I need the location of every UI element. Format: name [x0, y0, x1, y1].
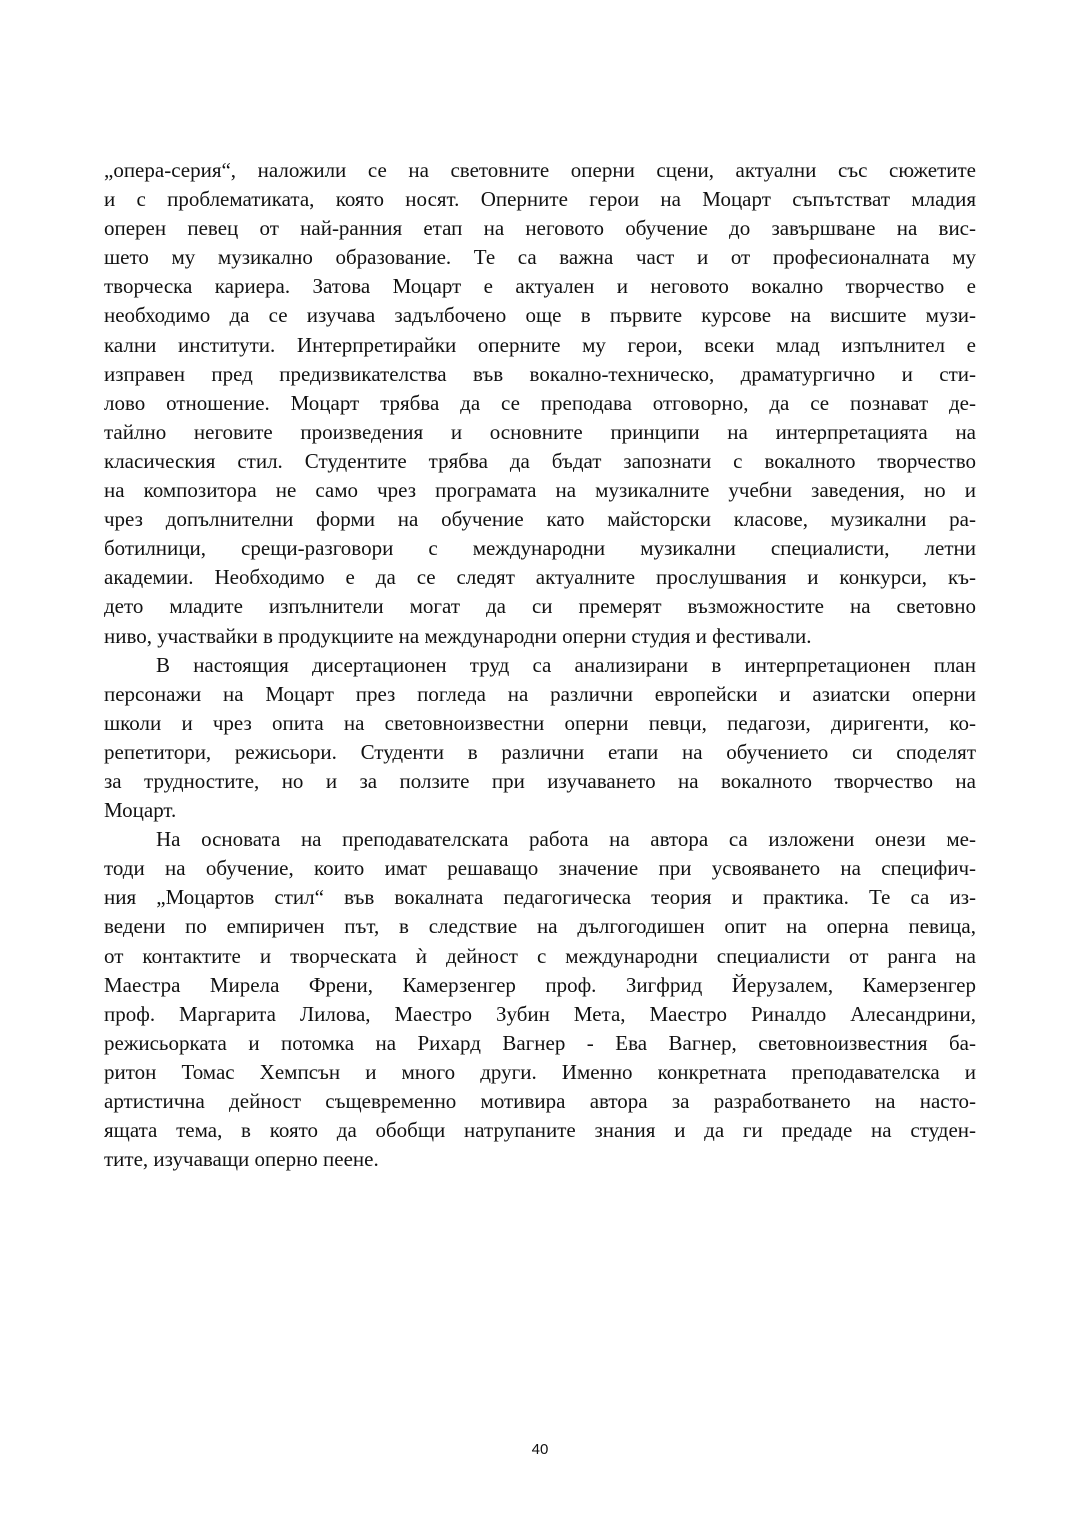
text-line: школи и чрез опита на световноизвестни оперни певци, педагози, диригенти, ко-	[104, 710, 976, 735]
text-line: изправен пред предизвикателства във вокално-техническо, драматургично и сти-	[104, 361, 976, 386]
text-line: артистична дейност същевременно мотивира автора за разработването на насто-	[104, 1089, 976, 1113]
text-line: ритон Томас Хемпсън и много други. Именно конкретната преподавателска и	[104, 1059, 976, 1084]
text-line: „опера-серия“, наложили се на световните оперни сцени, актуални със сюжетите	[104, 158, 976, 182]
text-line: академии. Необходимо е да се следят актуалните прослушвания и конкурси, къ-	[104, 565, 976, 590]
paragraph-3	[104, 825, 976, 1174]
text-line: ниво, участвайки в продукциите на международни оперни студия и фестивали.	[104, 623, 812, 648]
text-line: от контактите и творческата ѝ дейност с международни специалисти от ранга на	[104, 943, 976, 968]
text-line: чрез допълнителни форми на обучение като майсторски класове, музикални ра-	[104, 507, 976, 532]
text-line: В настоящия дисертационен труд са анализирани в интерпретационен план	[156, 652, 976, 677]
text-line: за трудностите, но и за ползите при изучаването на вокалното творчество на	[104, 768, 976, 793]
text-line: ботилници, срещи-разговори с международни музикални специалисти, летни	[104, 536, 976, 561]
page-number: 40	[531, 1441, 549, 1458]
text-line: режисьорката и потомка на Рихард Вагнер - Ева Вагнер, световноизвестния ба-	[104, 1030, 976, 1055]
text-line: шето му музикално образование. Те са важна част и от професионалната му	[104, 245, 976, 270]
paragraph-2	[104, 651, 976, 826]
text-line: Моцарт.	[104, 798, 177, 823]
text-line: ящата тема, в която да обобщи натрупаните знания и да ги предаде на студен-	[104, 1118, 976, 1143]
text-line: тайлно неговите произведения и основните принципи на интерпретацията на	[104, 419, 976, 444]
text-line: необходимо да се изучава задълбочено още в първите курсове на висшите музи-	[104, 303, 976, 328]
text-line: репетитори, режисьори. Студенти в различни етапи на обучението си споделят	[104, 739, 976, 764]
text-line: и с проблематиката, която носят. Оперните герои на Моцарт съпътстват младия	[104, 187, 976, 212]
text-line: Маестра Мирела Френи, Камерзенгер проф. Зигфрид Йерузалем, Камерзенгер	[104, 972, 976, 997]
text-line: класическия стил. Студентите трябва да бъдат запознати с вокалното творчество	[104, 448, 976, 473]
text-line: оперен певец от най-ранния етап на неговото обучение до завършване на вис-	[104, 216, 976, 241]
text-line: ведени по емпиричен път, в следствие на дългогодишен опит на оперна певица,	[104, 914, 976, 939]
text-line: На основата на преподавателската работа на автора са изложени онези ме-	[156, 827, 976, 852]
text-line: дето младите изпълнители могат да си премерят възможностите на световно	[104, 594, 976, 619]
body-text	[104, 156, 976, 1174]
text-line: проф. Маргарита Лилова, Маестро Зубин Мета, Маестро Риналдо Алесандрини,	[104, 1001, 976, 1026]
text-line: тоди на обучение, които имат решаващо значение при усвояването на специфич-	[104, 856, 976, 881]
text-line: творческа кариера. Затова Моцарт е актуален и неговото вокално творчество е	[104, 274, 976, 299]
paragraph-1	[104, 156, 976, 651]
text-line: персонажи на Моцарт през погледа на различни европейски и азиатски оперни	[104, 681, 976, 706]
text-line: на композитора не само чрез програмата на музикалните учебни заведения, но и	[104, 478, 976, 503]
text-line: ния „Моцартов стил“ във вокалната педагогическа теория и практика. Те са из-	[104, 885, 976, 910]
text-line: тите, изучаващи оперно пеене.	[104, 1147, 379, 1172]
text-line: лово отношение. Моцарт трябва да се преподава отговорно, да се познават де-	[104, 390, 976, 415]
text-line: кални институти. Интерпретирайки оперните му герои, всеки млад изпълнител е	[104, 332, 976, 357]
